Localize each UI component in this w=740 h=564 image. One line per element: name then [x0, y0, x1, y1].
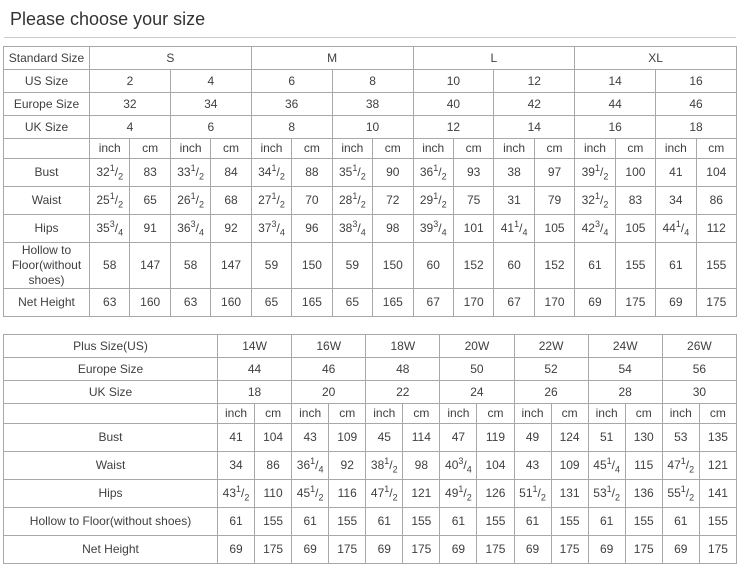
measurement-value-cell: 68: [211, 187, 251, 215]
size-header-cell: 8: [251, 116, 332, 139]
measurement-value-cell: $41^1/_4$: [494, 215, 534, 243]
measurement-value-cell: 104: [696, 159, 736, 187]
size-header-cell: S: [90, 47, 252, 70]
measurement-value-cell: 69: [588, 536, 625, 564]
measurement-value-cell: 51: [588, 424, 625, 452]
measurement-value-cell: 121: [699, 452, 736, 480]
measurement-value-cell: $35^1/_2$: [332, 159, 372, 187]
table-row: [4, 508, 737, 536]
measurement-value-cell: 155: [696, 243, 736, 289]
size-header-cell: 26: [514, 381, 588, 404]
measurement-value-cell: 31: [494, 187, 534, 215]
measurement-value-cell: 147: [211, 243, 251, 289]
unit-header-cell: inch: [575, 139, 615, 159]
measurement-value-cell: 135: [699, 424, 736, 452]
measurement-value-cell: 69: [440, 536, 477, 564]
measurement-value-cell: 90: [373, 159, 413, 187]
measurement-value-cell: 109: [329, 424, 366, 452]
page-title: Please choose your size: [10, 9, 206, 29]
size-header-cell: 26W: [662, 335, 736, 358]
measurement-value-cell: 79: [534, 187, 574, 215]
size-header-cell: 6: [170, 116, 251, 139]
unit-header-cell: inch: [413, 139, 453, 159]
size-header-cell: 8: [332, 70, 413, 93]
size-header-cell: L: [413, 47, 575, 70]
size-header-cell: 4: [170, 70, 251, 93]
row-label-cell: Hollow to Floor(without shoes): [4, 508, 218, 536]
unit-header-cell: cm: [329, 404, 366, 424]
measurement-value-cell: 97: [534, 159, 574, 187]
measurement-value-cell: 63: [170, 289, 210, 317]
table-row: [4, 536, 737, 564]
measurement-value-cell: $32^1/_2$: [90, 159, 130, 187]
measurement-value-cell: 155: [329, 508, 366, 536]
unit-header-cell: inch: [494, 139, 534, 159]
measurement-value-cell: 72: [373, 187, 413, 215]
measurement-value-cell: 109: [551, 452, 588, 480]
measurement-value-cell: 69: [662, 536, 699, 564]
row-label-cell: Hips: [4, 215, 90, 243]
row-label-cell: Europe Size: [4, 93, 90, 116]
unit-header-cell: cm: [130, 139, 170, 159]
size-header-cell: 22: [366, 381, 440, 404]
row-label-cell: UK Size: [4, 116, 90, 139]
measurement-value-cell: 91: [130, 215, 170, 243]
measurement-value-cell: 61: [662, 508, 699, 536]
measurement-value-cell: 175: [329, 536, 366, 564]
size-header-cell: 46: [656, 93, 737, 116]
size-header-cell: 36: [251, 93, 332, 116]
measurement-value-cell: 69: [575, 289, 615, 317]
measurement-value-cell: 67: [413, 289, 453, 317]
size-header-cell: 32: [90, 93, 171, 116]
measurement-value-cell: $33^1/_2$: [170, 159, 210, 187]
unit-header-cell: inch: [440, 404, 477, 424]
measurement-value-cell: 155: [551, 508, 588, 536]
row-label-cell: Net Height: [4, 536, 218, 564]
unit-header-cell: inch: [366, 404, 403, 424]
measurement-value-cell: 92: [211, 215, 251, 243]
row-label-cell: [4, 404, 218, 424]
unit-header-cell: inch: [90, 139, 130, 159]
measurement-value-cell: 58: [170, 243, 210, 289]
plus-size-table: [3, 334, 737, 564]
row-label-cell: Hollow to Floor(without shoes): [4, 243, 90, 289]
row-label-cell: Waist: [4, 452, 218, 480]
size-header-cell: 2: [90, 70, 171, 93]
measurement-value-cell: $44^1/_4$: [656, 215, 696, 243]
measurement-value-cell: $36^1/_4$: [292, 452, 329, 480]
table-row: [4, 70, 737, 93]
size-header-cell: 10: [332, 116, 413, 139]
measurement-value-cell: $51^1/_2$: [514, 480, 551, 508]
row-label-cell: Net Height: [4, 289, 90, 317]
measurement-value-cell: 155: [255, 508, 292, 536]
table-row: [4, 47, 737, 70]
measurement-value-cell: 69: [656, 289, 696, 317]
measurement-value-cell: 131: [551, 480, 588, 508]
row-label-cell: Waist: [4, 187, 90, 215]
measurement-value-cell: 41: [656, 159, 696, 187]
measurement-value-cell: 83: [130, 159, 170, 187]
row-label-cell: Europe Size: [4, 358, 218, 381]
measurement-value-cell: 60: [494, 243, 534, 289]
measurement-value-cell: $37^3/_4$: [251, 215, 291, 243]
measurement-value-cell: $25^1/_2$: [90, 187, 130, 215]
size-header-cell: 42: [494, 93, 575, 116]
measurement-value-cell: 69: [514, 536, 551, 564]
measurement-value-cell: 165: [373, 289, 413, 317]
size-header-cell: 16W: [292, 335, 366, 358]
measurement-value-cell: $38^3/_4$: [332, 215, 372, 243]
measurement-value-cell: $53^1/_2$: [588, 480, 625, 508]
measurement-value-cell: 98: [373, 215, 413, 243]
measurement-value-cell: $43^1/_2$: [218, 480, 255, 508]
measurement-value-cell: 38: [494, 159, 534, 187]
measurement-value-cell: $42^3/_4$: [575, 215, 615, 243]
row-label-cell: Bust: [4, 424, 218, 452]
size-header-cell: 16: [656, 70, 737, 93]
measurement-value-cell: $47^1/_2$: [366, 480, 403, 508]
measurement-value-cell: 61: [514, 508, 551, 536]
unit-header-cell: cm: [211, 139, 251, 159]
size-header-cell: 38: [332, 93, 413, 116]
measurement-value-cell: 152: [453, 243, 493, 289]
table-row: [4, 424, 737, 452]
unit-header-cell: inch: [662, 404, 699, 424]
unit-header-cell: inch: [656, 139, 696, 159]
size-header-cell: M: [251, 47, 413, 70]
measurement-value-cell: 83: [615, 187, 655, 215]
measurement-value-cell: 119: [477, 424, 514, 452]
measurement-value-cell: 86: [255, 452, 292, 480]
size-header-cell: 30: [662, 381, 736, 404]
table-row: [4, 93, 737, 116]
measurement-value-cell: $47^1/_2$: [662, 452, 699, 480]
measurement-value-cell: 105: [615, 215, 655, 243]
measurement-value-cell: 59: [251, 243, 291, 289]
size-header-cell: 12: [494, 70, 575, 93]
size-header-cell: 28: [588, 381, 662, 404]
measurement-value-cell: 150: [373, 243, 413, 289]
measurement-value-cell: $55^1/_2$: [662, 480, 699, 508]
size-header-cell: 24: [440, 381, 514, 404]
measurement-value-cell: 49: [514, 424, 551, 452]
measurement-value-cell: 41: [218, 424, 255, 452]
size-header-cell: 44: [575, 93, 656, 116]
table-row: [4, 358, 737, 381]
measurement-value-cell: 155: [477, 508, 514, 536]
measurement-value-cell: $36^1/_2$: [413, 159, 453, 187]
measurement-value-cell: 110: [255, 480, 292, 508]
measurement-value-cell: 155: [699, 508, 736, 536]
size-header-cell: 18W: [366, 335, 440, 358]
unit-header-cell: cm: [534, 139, 574, 159]
title-divider: [4, 37, 736, 38]
unit-header-cell: cm: [403, 404, 440, 424]
measurement-value-cell: 136: [625, 480, 662, 508]
unit-header-cell: cm: [477, 404, 514, 424]
unit-header-cell: cm: [615, 139, 655, 159]
measurement-value-cell: 60: [413, 243, 453, 289]
measurement-value-cell: 175: [699, 536, 736, 564]
measurement-value-cell: 45: [366, 424, 403, 452]
size-header-cell: 14W: [218, 335, 292, 358]
table-row: [4, 187, 737, 215]
measurement-value-cell: 116: [329, 480, 366, 508]
unit-header-cell: cm: [699, 404, 736, 424]
measurement-value-cell: 175: [625, 536, 662, 564]
measurement-value-cell: $35^3/_4$: [90, 215, 130, 243]
measurement-value-cell: 98: [403, 452, 440, 480]
table-row: [4, 381, 737, 404]
table-row: [4, 335, 737, 358]
measurement-value-cell: 126: [477, 480, 514, 508]
measurement-value-cell: 175: [403, 536, 440, 564]
measurement-value-cell: 155: [615, 243, 655, 289]
unit-header-row: [4, 139, 737, 159]
measurement-value-cell: 69: [218, 536, 255, 564]
table-row: [4, 215, 737, 243]
measurement-value-cell: $34^1/_2$: [251, 159, 291, 187]
row-label-cell: Hips: [4, 480, 218, 508]
measurement-value-cell: 58: [90, 243, 130, 289]
measurement-value-cell: 175: [696, 289, 736, 317]
row-label-cell: Bust: [4, 159, 90, 187]
measurement-value-cell: 61: [292, 508, 329, 536]
measurement-value-cell: $39^3/_4$: [413, 215, 453, 243]
measurement-value-cell: 69: [366, 536, 403, 564]
measurement-value-cell: 65: [332, 289, 372, 317]
measurement-value-cell: 34: [656, 187, 696, 215]
row-label-cell: US Size: [4, 70, 90, 93]
measurement-value-cell: 59: [332, 243, 372, 289]
unit-header-cell: cm: [551, 404, 588, 424]
size-header-cell: 56: [662, 358, 736, 381]
measurement-value-cell: 165: [292, 289, 332, 317]
measurement-value-cell: 124: [551, 424, 588, 452]
size-header-cell: 20: [292, 381, 366, 404]
measurement-value-cell: 92: [329, 452, 366, 480]
measurement-value-cell: $32^1/_2$: [575, 187, 615, 215]
unit-header-cell: cm: [625, 404, 662, 424]
unit-header-cell: inch: [218, 404, 255, 424]
row-label-cell: [4, 139, 90, 159]
measurement-value-cell: 43: [292, 424, 329, 452]
measurement-value-cell: 114: [403, 424, 440, 452]
unit-header-row: [4, 404, 737, 424]
size-header-cell: 50: [440, 358, 514, 381]
measurement-value-cell: 88: [292, 159, 332, 187]
measurement-value-cell: 84: [211, 159, 251, 187]
unit-header-cell: cm: [373, 139, 413, 159]
measurement-value-cell: 75: [453, 187, 493, 215]
measurement-value-cell: $26^1/_2$: [170, 187, 210, 215]
measurement-value-cell: $39^1/_2$: [575, 159, 615, 187]
measurement-value-cell: 121: [403, 480, 440, 508]
size-header-cell: 22W: [514, 335, 588, 358]
measurement-value-cell: 101: [453, 215, 493, 243]
measurement-value-cell: 53: [662, 424, 699, 452]
measurement-value-cell: $40^3/_4$: [440, 452, 477, 480]
standard-size-table: [3, 46, 737, 317]
measurement-value-cell: 141: [699, 480, 736, 508]
table-row: [4, 243, 737, 289]
measurement-value-cell: 150: [292, 243, 332, 289]
measurement-value-cell: 175: [551, 536, 588, 564]
measurement-value-cell: 175: [255, 536, 292, 564]
measurement-value-cell: 175: [615, 289, 655, 317]
size-header-cell: 44: [218, 358, 292, 381]
row-label-cell: UK Size: [4, 381, 218, 404]
size-header-cell: 24W: [588, 335, 662, 358]
measurement-value-cell: 175: [477, 536, 514, 564]
measurement-value-cell: 152: [534, 243, 574, 289]
table-row: [4, 159, 737, 187]
row-label-cell: Plus Size(US): [4, 335, 218, 358]
unit-header-cell: cm: [696, 139, 736, 159]
table-row: [4, 289, 737, 317]
size-header-cell: 6: [251, 70, 332, 93]
size-header-cell: 52: [514, 358, 588, 381]
measurement-value-cell: 100: [615, 159, 655, 187]
measurement-value-cell: 104: [477, 452, 514, 480]
unit-header-cell: cm: [453, 139, 493, 159]
size-header-cell: 16: [575, 116, 656, 139]
measurement-value-cell: 86: [696, 187, 736, 215]
measurement-value-cell: 70: [292, 187, 332, 215]
unit-header-cell: cm: [255, 404, 292, 424]
measurement-value-cell: 160: [211, 289, 251, 317]
measurement-value-cell: 65: [130, 187, 170, 215]
measurement-value-cell: $28^1/_2$: [332, 187, 372, 215]
measurement-value-cell: 160: [130, 289, 170, 317]
size-header-cell: 18: [218, 381, 292, 404]
size-header-cell: 46: [292, 358, 366, 381]
measurement-value-cell: 130: [625, 424, 662, 452]
measurement-value-cell: 61: [656, 243, 696, 289]
row-label-cell: Standard Size: [4, 47, 90, 70]
size-header-cell: 40: [413, 93, 494, 116]
unit-header-cell: inch: [170, 139, 210, 159]
measurement-value-cell: 61: [440, 508, 477, 536]
unit-header-cell: inch: [292, 404, 329, 424]
measurement-value-cell: 47: [440, 424, 477, 452]
unit-header-cell: inch: [332, 139, 372, 159]
size-header-cell: 4: [90, 116, 171, 139]
measurement-value-cell: 34: [218, 452, 255, 480]
measurement-value-cell: $36^3/_4$: [170, 215, 210, 243]
measurement-value-cell: 65: [251, 289, 291, 317]
measurement-value-cell: 61: [218, 508, 255, 536]
measurement-value-cell: 112: [696, 215, 736, 243]
measurement-value-cell: $38^1/_2$: [366, 452, 403, 480]
measurement-value-cell: 43: [514, 452, 551, 480]
unit-header-cell: inch: [514, 404, 551, 424]
size-header-cell: 10: [413, 70, 494, 93]
measurement-value-cell: $45^1/_2$: [292, 480, 329, 508]
unit-header-cell: cm: [292, 139, 332, 159]
measurement-value-cell: 61: [588, 508, 625, 536]
size-header-cell: 12: [413, 116, 494, 139]
measurement-value-cell: 105: [534, 215, 574, 243]
size-header-cell: XL: [575, 47, 737, 70]
measurement-value-cell: 63: [90, 289, 130, 317]
measurement-value-cell: $27^1/_2$: [251, 187, 291, 215]
measurement-value-cell: 170: [534, 289, 574, 317]
measurement-value-cell: 147: [130, 243, 170, 289]
size-header-cell: 14: [494, 116, 575, 139]
measurement-value-cell: $49^1/_2$: [440, 480, 477, 508]
measurement-value-cell: 155: [625, 508, 662, 536]
size-header-cell: 34: [170, 93, 251, 116]
measurement-value-cell: 155: [403, 508, 440, 536]
measurement-value-cell: 115: [625, 452, 662, 480]
unit-header-cell: inch: [588, 404, 625, 424]
size-header-cell: 18: [656, 116, 737, 139]
unit-header-cell: inch: [251, 139, 291, 159]
measurement-value-cell: 61: [366, 508, 403, 536]
measurement-value-cell: $29^1/_2$: [413, 187, 453, 215]
size-header-cell: 48: [366, 358, 440, 381]
measurement-value-cell: 170: [453, 289, 493, 317]
size-header-cell: 20W: [440, 335, 514, 358]
measurement-value-cell: 93: [453, 159, 493, 187]
measurement-value-cell: 96: [292, 215, 332, 243]
measurement-value-cell: 104: [255, 424, 292, 452]
measurement-value-cell: 61: [575, 243, 615, 289]
measurement-value-cell: 69: [292, 536, 329, 564]
table-row: [4, 116, 737, 139]
measurement-value-cell: $45^1/_4$: [588, 452, 625, 480]
table-row: [4, 480, 737, 508]
size-header-cell: 14: [575, 70, 656, 93]
size-header-cell: 54: [588, 358, 662, 381]
measurement-value-cell: 67: [494, 289, 534, 317]
table-row: [4, 452, 737, 480]
